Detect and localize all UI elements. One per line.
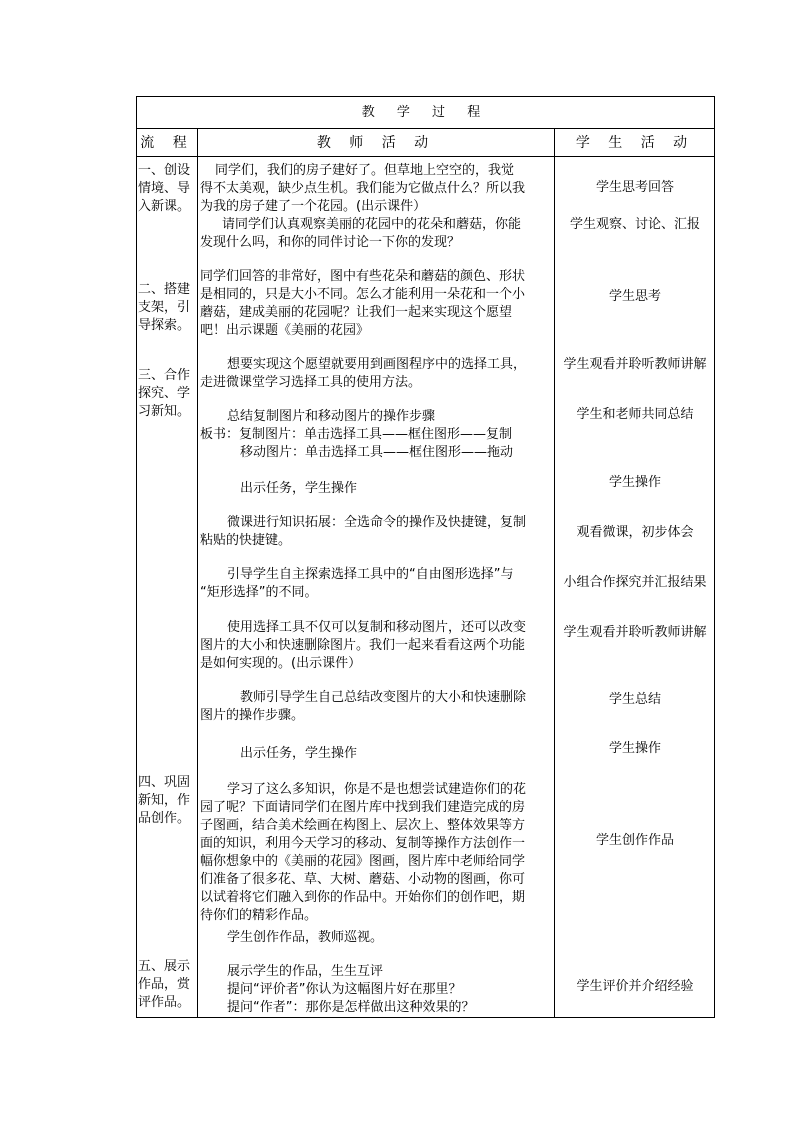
teacher-line: 提问“作者”：那你是怎样做出这种效果的？ [227,1000,475,1015]
teacher-line: 得不太美观，缺少点生机。我们能为它做点什么？所以我 [200,181,526,196]
teacher-line: 请同学们认真观察美丽的花园中的花朵和蘑菇，你能 [209,217,522,232]
teacher-line: 粘贴的快捷键。 [200,533,292,548]
student-activity: 学生思考回答 [595,180,674,195]
teacher-line: 为我的房子建了一个花园。(出示课件） [200,199,427,214]
student-activity: 学生操作 [608,741,661,756]
student-activity: 小组合作探究并汇报结果 [563,575,707,590]
teacher-line: 出示任务，学生操作 [240,746,358,761]
teacher-line: 移动图片：单击选择工具——框住图形——拖动 [240,445,514,460]
teacher-line: “矩形选择”的不同。 [200,585,318,600]
column-divider-2 [554,128,555,1017]
teacher-line: 学生创作作品，教师巡视。 [227,930,384,945]
student-activity: 观看微课，初步体会 [576,525,694,540]
teacher-line: 展示学生的作品，生生互评 [227,964,384,979]
teacher-line: 学习了这么多知识，你是不是也想尝试建造你们的花 [227,782,527,797]
teacher-line: 想要实现这个愿望就要用到画图程序中的选择工具， [227,357,527,372]
student-activity: 学生思考 [608,289,661,304]
student-activity: 学生和老师共同总结 [576,407,694,422]
teacher-line: 是如何实现的。(出示课件） [200,656,362,671]
teacher-line: 微课进行知识拓展：全选命令的操作及快捷键，复制 [227,515,527,530]
student-activity: 学生操作 [608,475,661,490]
column-divider-1 [197,128,198,1017]
teacher-line: 以试着将它们融入到你的作品中。开始你们的创作吧，期 [200,890,526,905]
header-teacher: 教 师 活 动 [316,135,436,151]
teacher-line: 园了呢？下面请同学们在图片库中找到我们建造完成的房 [200,800,526,815]
header-flow: 流 程 [140,135,194,151]
student-activity: 学生总结 [608,692,661,707]
teacher-line: 使用选择工具不仅可以复制和移动图片，还可以改变 [227,620,527,635]
header-student: 学 生 活 动 [575,135,695,151]
teacher-line: 同学们回答的非常好，图中有些花朵和蘑菇的颜色、形状 [200,269,526,284]
teacher-line: 出示任务，学生操作 [240,481,358,496]
teacher-line: 是相同的，只是大小不同。怎么才能利用一朵花和一个小 [200,287,526,302]
teacher-line: 发现什么吗，和你的同伴讨论一下你的发现？ [200,235,461,250]
teaching-process-table [136,96,715,1018]
flow-step-3: 三、合作 探究、学 习新知。 [138,368,191,419]
teacher-line: 引导学生自主探索选择工具中的“自由图形选择”与 [227,567,514,582]
teacher-line: 待你们的精彩作品。 [200,908,318,923]
teacher-line: 吧！出示课题《美丽的花园》 [200,323,370,338]
teacher-line: 蘑菇，建成美丽的花园呢？让我们一起来实现这个愿望 [200,305,513,320]
student-activity: 学生观看并聆听教师讲解 [563,357,707,372]
flow-step-2: 二、搭建 支架，引 导探索。 [138,282,191,333]
teacher-line: 走进微课堂学习选择工具的使用方法。 [200,375,422,390]
flow-step-5: 五、展示 作品，赏 评作品。 [138,959,191,1010]
teacher-line: 幅你想象中的《美丽的花园》图画，图片库中老师给同学 [200,854,526,869]
teacher-line: 同学们，我们的房子建好了。但草地上空空的，我觉 [202,163,515,178]
teacher-line: 图片的大小和快速删除图片。我们一起来看看这两个功能 [200,638,526,653]
teacher-line: 图片的操作步骤。 [200,708,305,723]
student-activity: 学生创作作品 [595,833,674,848]
table-title: 教 学 过 程 [361,105,490,120]
teacher-line: 教师引导学生自己总结改变图片的大小和快速删除 [240,690,527,705]
flow-step-1: 一、创设 情境、导 入新课。 [138,163,191,214]
teacher-line: 面的知识，利用今天学习的移动、复制等操作方法创作一 [200,836,526,851]
student-activity: 学生观察、讨论、汇报 [569,217,700,232]
student-activity: 学生观看并聆听教师讲解 [563,625,707,640]
student-activity: 学生评价并介绍经验 [576,979,694,994]
flow-step-4: 四、巩固 新知，作 品创作。 [138,775,191,826]
teacher-line: 提问“评价者”你认为这幅图片好在那里？ [227,982,462,997]
teacher-line: 板书：复制图片：单击选择工具——框住图形——复制 [200,427,513,442]
teacher-line: 子图画，结合美术绘画在构图上、层次上、整体效果等方 [200,818,526,833]
teacher-line: 们准备了很多花、草、大树、蘑菇、小动物的图画，你可 [200,872,526,887]
teacher-line: 总结复制图片和移动图片的操作步骤 [227,409,436,424]
